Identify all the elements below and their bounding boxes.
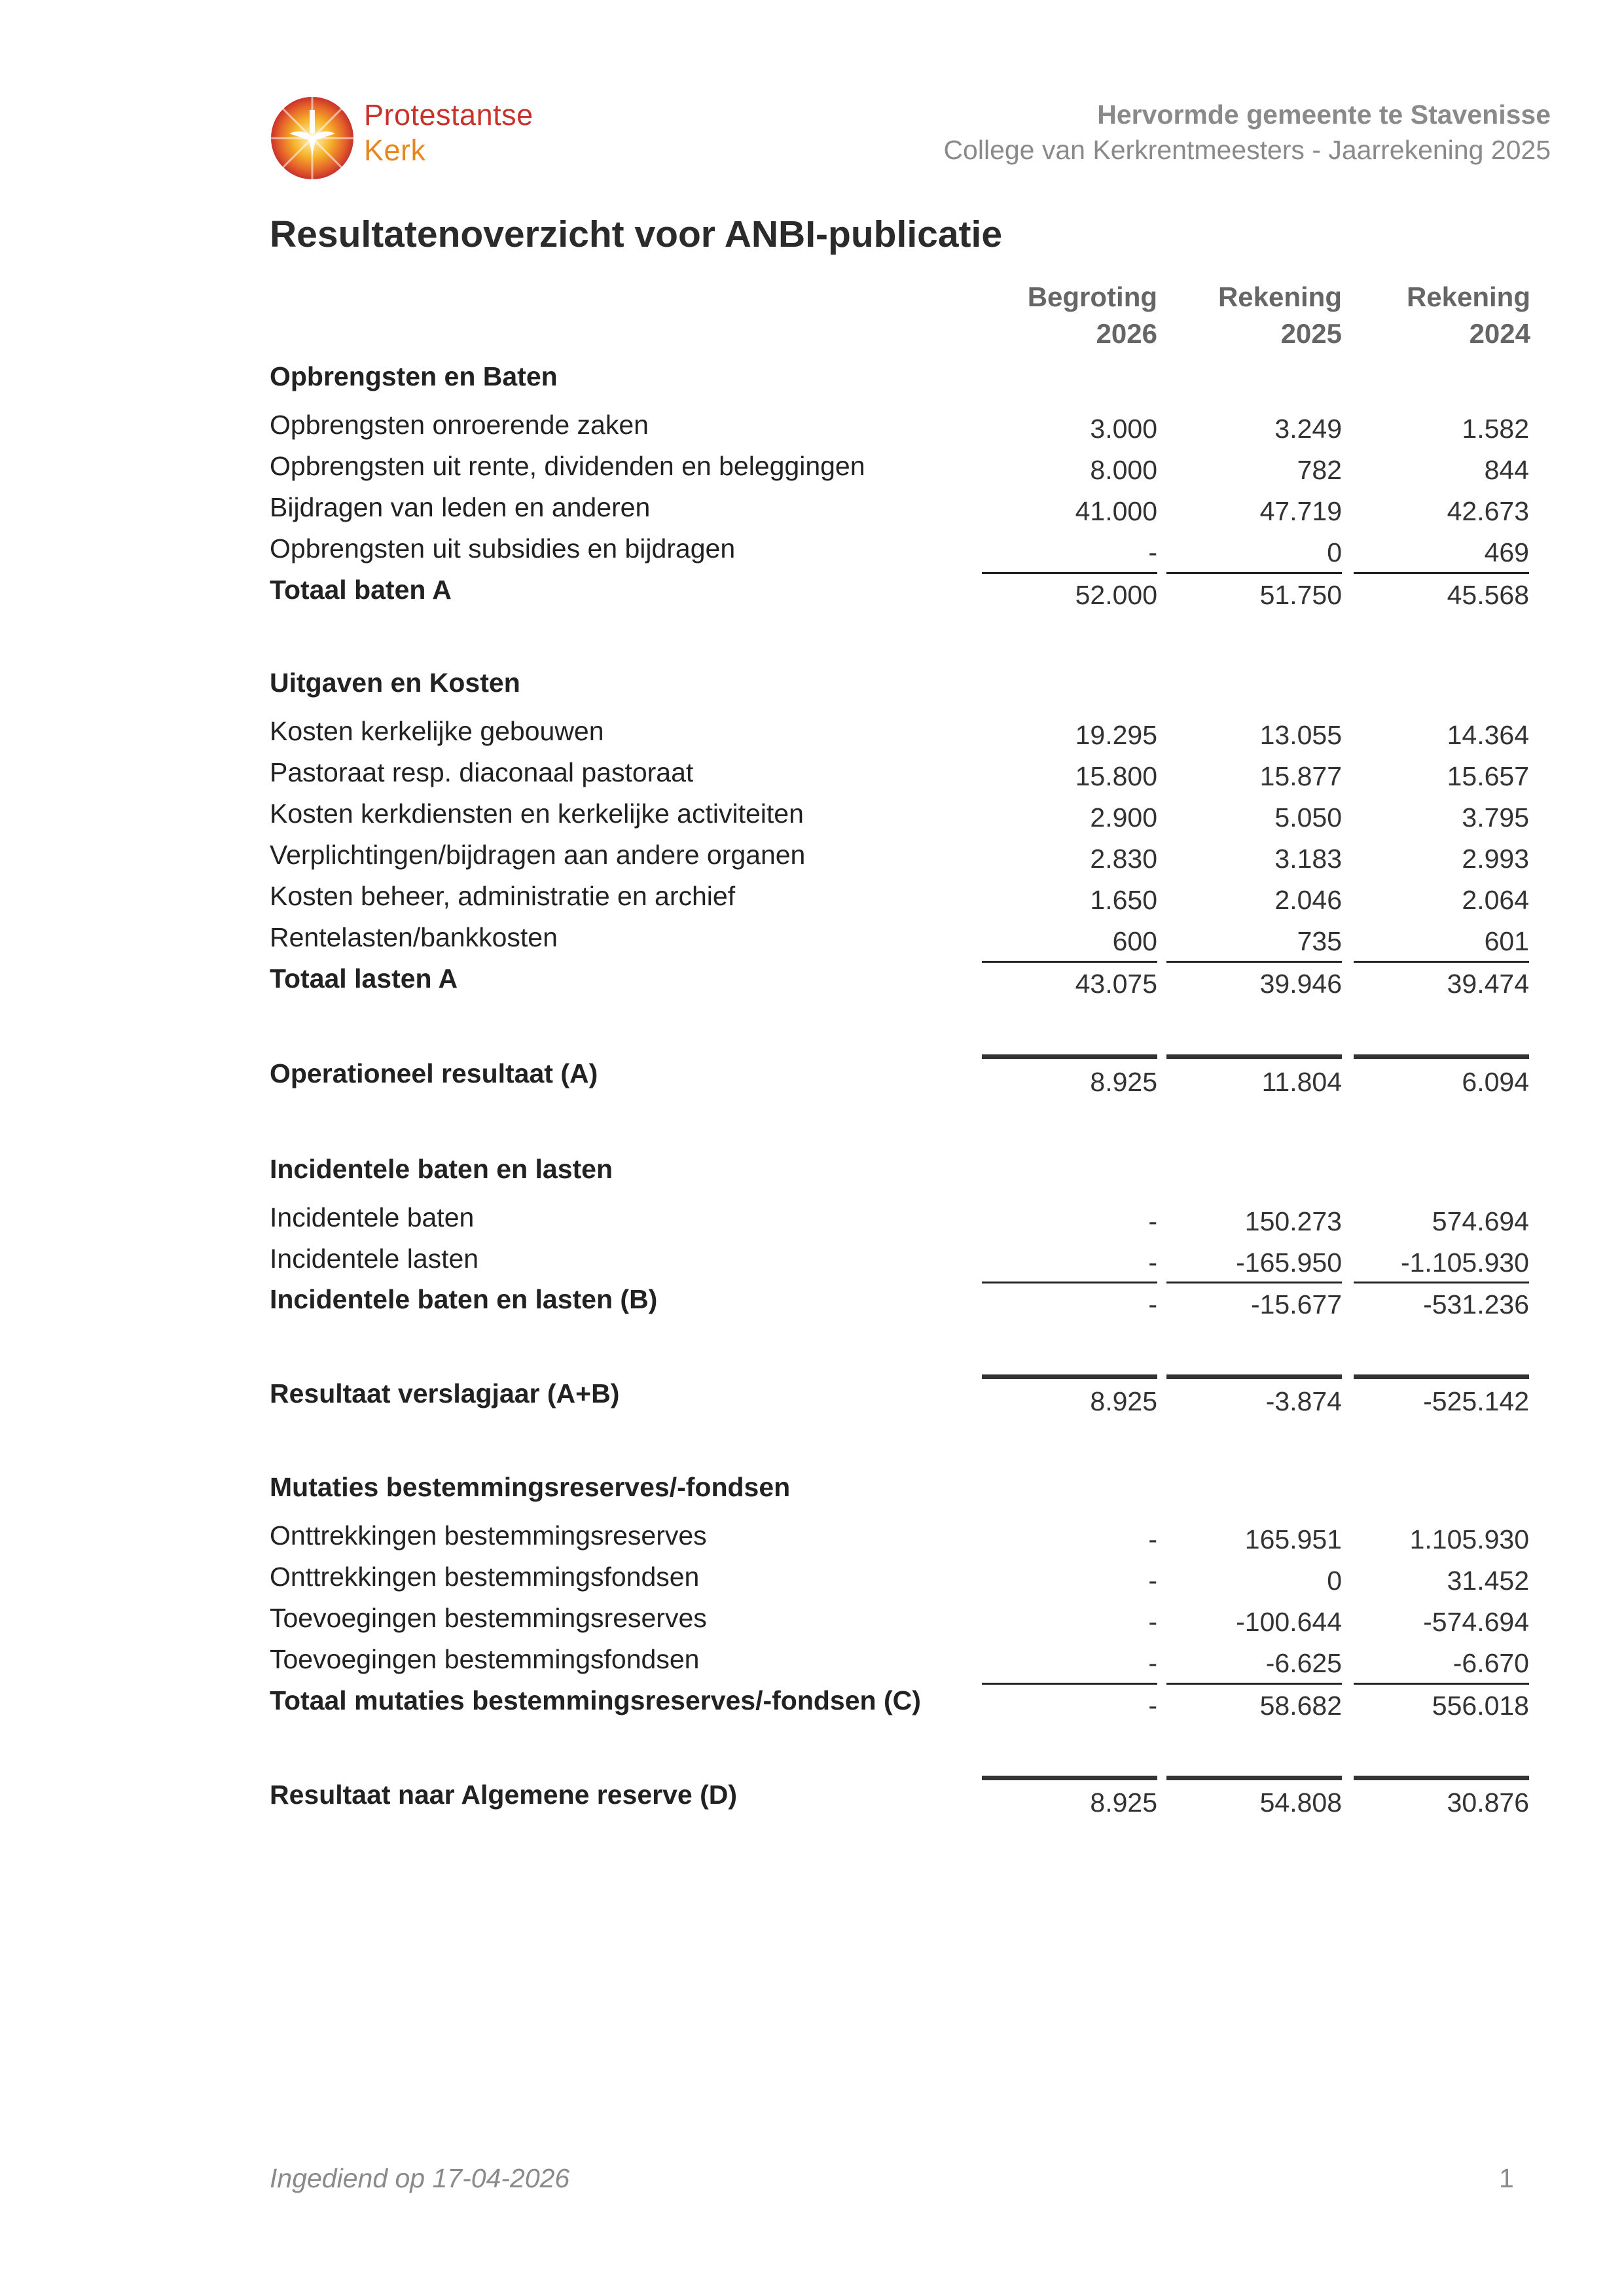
subtotal-rule [1166,1282,1342,1283]
subtotal-rule [982,1282,1157,1283]
cell-value: 42.673 [1447,496,1529,526]
cell-value: 41.000 [1075,496,1157,526]
row-label: Verplichtingen/bijdragen aan andere organen [270,840,806,870]
cell-value: - [1148,1524,1157,1554]
cell-value: 31.452 [1447,1566,1529,1596]
protestantse-kerk-logo-icon [270,96,355,181]
result-rule [1354,1054,1529,1059]
page-title: Resultatenoverzicht voor ANBI-publicatie [270,213,1003,255]
cell-value: 2.064 [1462,885,1529,915]
row-label: Incidentele lasten [270,1244,479,1274]
cell-value: 2.900 [1090,802,1157,833]
row-label: Bijdragen van leden en anderen [270,492,651,522]
cell-value: -6.625 [1265,1648,1342,1678]
total-value: - [1148,1289,1157,1319]
subtotal-rule [1354,572,1529,574]
row-label: Rentelasten/bankkosten [270,922,558,952]
logo-text-protestantse: Protestantse [364,98,533,132]
row-label: Opbrengsten onroerende zaken [270,410,649,440]
cell-value: 3.795 [1462,802,1529,833]
total-value: - [1148,1691,1157,1721]
cell-value: 5.050 [1274,802,1342,833]
row-label: Kosten beheer, administratie en archief [270,881,736,911]
cell-value: 3.000 [1090,414,1157,444]
cell-value: 601 [1484,926,1529,956]
row-label: Opbrengsten uit subsidies en bijdragen [270,533,736,564]
cell-value: 2.993 [1462,844,1529,874]
cell-value: 1.582 [1462,414,1529,444]
result-rule [982,1374,1157,1379]
cell-value: - [1148,1648,1157,1678]
result-rule [1354,1776,1529,1780]
result-value: -525.142 [1423,1386,1529,1416]
result-value: 8.925 [1090,1067,1157,1097]
subtotal-rule [982,572,1157,574]
cell-value: 19.295 [1075,720,1157,750]
column-header-line1: Begroting [1027,281,1157,312]
cell-value: -1.105.930 [1400,1247,1529,1278]
total-label: Totaal baten A [270,575,452,605]
total-value: 58.682 [1259,1691,1342,1721]
result-value: -3.874 [1265,1386,1342,1416]
cell-value: 15.877 [1259,761,1342,791]
row-label: Kosten kerkelijke gebouwen [270,716,604,746]
result-rule [1166,1776,1342,1780]
result-rule [982,1054,1157,1059]
result-label-verslagjaar: Resultaat verslagjaar (A+B) [270,1378,620,1408]
result-rule [1354,1374,1529,1379]
cell-value: - [1148,1607,1157,1637]
total-label: Totaal mutaties bestemmingsreserves/-fondsen (C) [270,1685,921,1715]
cell-value: 782 [1297,455,1342,485]
result-rule [1166,1054,1342,1059]
row-label: Opbrengsten uit rente, dividenden en beleggingen [270,451,865,481]
total-value: -15.677 [1250,1289,1342,1319]
section-heading-baten: Opbrengsten en Baten [270,361,558,391]
cell-value: 0 [1327,1566,1342,1596]
subtotal-rule [1166,572,1342,574]
result-label-algemene-reserve: Resultaat naar Algemene reserve (D) [270,1780,737,1810]
cell-value: -165.950 [1236,1247,1342,1278]
cell-value: 735 [1297,926,1342,956]
column-header-line1: Rekening [1406,281,1530,312]
result-value: 30.876 [1447,1787,1529,1818]
organization-name: Hervormde gemeente te Stavenisse [1097,99,1551,130]
result-value: 6.094 [1462,1067,1529,1097]
cell-value: 8.000 [1090,455,1157,485]
total-value: 39.474 [1447,969,1529,999]
column-header-line2: 2024 [1469,318,1530,349]
cell-value: 2.046 [1274,885,1342,915]
column-header-line1: Rekening [1218,281,1342,312]
result-value: 54.808 [1259,1787,1342,1818]
column-header-rekening-2025 [1165,279,1342,352]
total-value: 556.018 [1432,1691,1529,1721]
cell-value: 13.055 [1259,720,1342,750]
total-value: 39.946 [1259,969,1342,999]
cell-value: 844 [1484,455,1529,485]
result-value: 11.804 [1261,1067,1342,1097]
page-number: 1 [1499,2163,1514,2193]
cell-value: 15.657 [1447,761,1529,791]
cell-value: 150.273 [1244,1206,1342,1236]
column-header-rekening-2024 [1354,279,1530,352]
cell-value: 2.830 [1090,844,1157,874]
total-value: -531.236 [1423,1289,1529,1319]
total-value: 45.568 [1447,580,1529,610]
row-label: Onttrekkingen bestemmingsfondsen [270,1562,700,1592]
document-subtitle: College van Kerkrentmeesters - Jaarrekening 2025 [943,135,1551,165]
cell-value: 574.694 [1432,1206,1529,1236]
result-rule [982,1776,1157,1780]
total-label: Totaal lasten A [270,963,458,994]
row-label: Incidentele baten [270,1202,475,1232]
section-heading-mutaties: Mutaties bestemmingsreserves/-fondsen [270,1472,791,1502]
cell-value: 0 [1327,537,1342,567]
subtotal-rule [1166,1683,1342,1685]
column-header-line2: 2025 [1280,318,1342,349]
cell-value: 14.364 [1447,720,1529,750]
cell-value: - [1148,1247,1157,1278]
cell-value: -574.694 [1423,1607,1529,1637]
total-value: 52.000 [1075,580,1157,610]
subtotal-rule [1354,1282,1529,1283]
cell-value: 600 [1112,926,1157,956]
cell-value: -6.670 [1453,1648,1529,1678]
cell-value: 3.249 [1274,414,1342,444]
row-label: Toevoegingen bestemmingsreserves [270,1603,707,1633]
total-value: 51.750 [1259,580,1342,610]
column-header-begroting-2026 [981,279,1157,352]
result-rule [1166,1374,1342,1379]
subtotal-rule [1354,1683,1529,1685]
subtotal-rule [982,1683,1157,1685]
cell-value: 1.650 [1090,885,1157,915]
cell-value: - [1148,1566,1157,1596]
cell-value: 469 [1484,537,1529,567]
cell-value: 1.105.930 [1409,1524,1529,1554]
logo-text-kerk: Kerk [364,134,426,167]
result-label-operationeel: Operationeel resultaat (A) [270,1058,598,1088]
cell-value: 15.800 [1075,761,1157,791]
row-label: Toevoegingen bestemmingsfondsen [270,1644,700,1674]
submission-date: Ingediend op 17-04-2026 [270,2163,570,2193]
section-heading-incidenteel: Incidentele baten en lasten [270,1154,613,1184]
section-heading-lasten: Uitgaven en Kosten [270,668,520,698]
total-label: Incidentele baten en lasten (B) [270,1284,658,1314]
cell-value: - [1148,537,1157,567]
row-label: Pastoraat resp. diaconaal pastoraat [270,757,694,787]
row-label: Kosten kerkdiensten en kerkelijke activiteiten [270,798,804,829]
cell-value: -100.644 [1236,1607,1342,1637]
subtotal-rule [982,961,1157,963]
column-header-line2: 2026 [1096,318,1157,349]
total-value: 43.075 [1075,969,1157,999]
subtotal-rule [1166,961,1342,963]
cell-value: 47.719 [1259,496,1342,526]
result-value: 8.925 [1090,1787,1157,1818]
cell-value: 165.951 [1244,1524,1342,1554]
result-value: 8.925 [1090,1386,1157,1416]
cell-value: 3.183 [1274,844,1342,874]
row-label: Onttrekkingen bestemmingsreserves [270,1520,707,1551]
subtotal-rule [1354,961,1529,963]
cell-value: - [1148,1206,1157,1236]
